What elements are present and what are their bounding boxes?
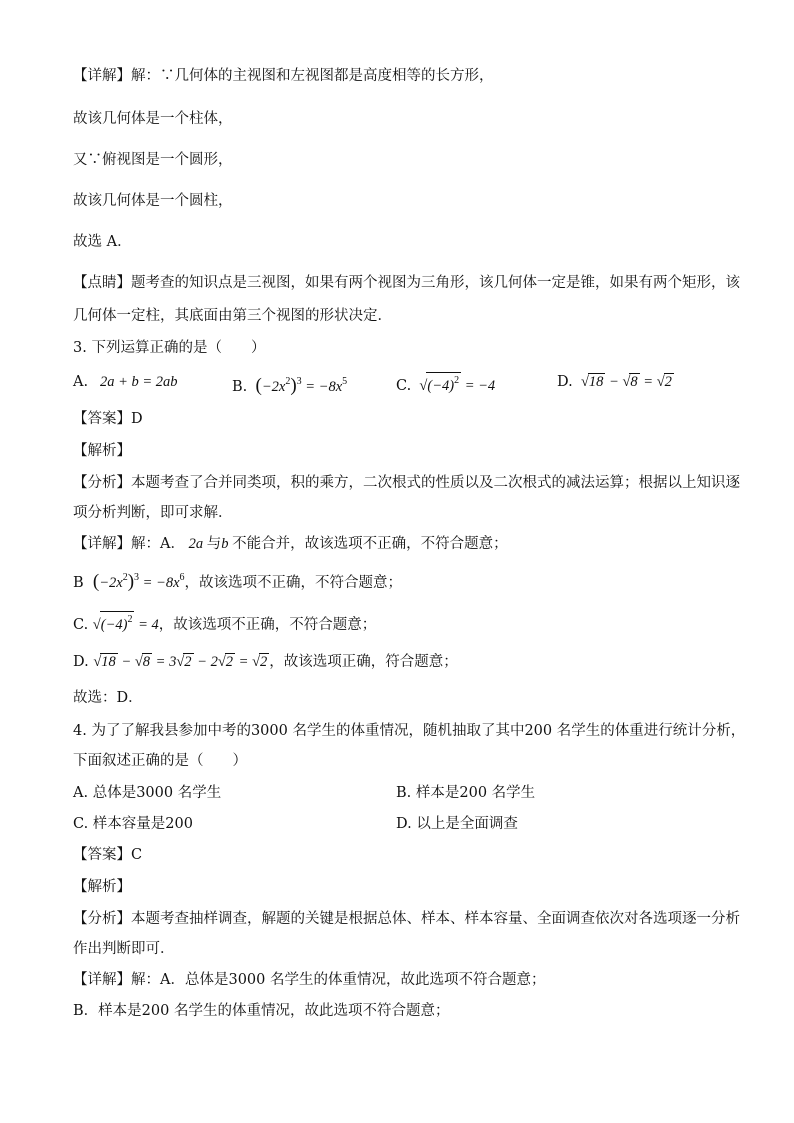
comment-line-2: 几何体一定柱，其底面由第三个视图的形状决定． bbox=[73, 308, 392, 324]
q4-detail-line-2: B．样本是200 名学生的体重情况，故此选项不符合题意； bbox=[73, 1003, 450, 1019]
q3-option-d: D. √18 − √8 = √2 bbox=[557, 374, 672, 390]
detail-line-5: 故选 A． bbox=[73, 234, 132, 250]
q4-answer: 【答案】C bbox=[73, 847, 143, 863]
q3-detail-d: D. √18 − √8 = 3√2 − 2√2 = √2 ，故该选项正确，符合题意； bbox=[73, 654, 458, 670]
q3-option-b: B. $(-2x^2)^3 = -8x^5$ bbox=[232, 375, 348, 396]
detail-line-1: 【详解】解：∵几何体的主视图和左视图都是高度相等的长方形， bbox=[73, 68, 494, 84]
detail-line-3: 又∵俯视图是一个圆形， bbox=[73, 152, 233, 168]
question-3: 3. 下列运算正确的是（ ） bbox=[73, 340, 266, 356]
q3-analysis-line-2: 项分析判断，即可求解． bbox=[73, 505, 233, 521]
formula: $√(-4)^2 = -4$ bbox=[416, 378, 495, 394]
q3-detail-c: C. $√(-4)^2 = 4$，故该选项不正确，不符合题意； bbox=[73, 611, 376, 635]
q4-analysis-heading: 【解析】 bbox=[73, 879, 131, 895]
q4-detail-line-1: 【详解】解：A．总体是3000 名学生的体重情况，故此选项不符合题意； bbox=[73, 972, 546, 988]
q3-conclusion: 故选：D． bbox=[73, 690, 143, 706]
q4-option-a: A. 总体是3000 名学生 bbox=[73, 785, 222, 801]
q3-analysis-heading: 【解析】 bbox=[73, 443, 131, 459]
question-4-line-2: 下面叙述正确的是（ ） bbox=[73, 753, 247, 769]
formula: 2a + b = 2ab bbox=[92, 374, 178, 390]
formula: √18 − √8 = √2 bbox=[577, 374, 672, 390]
q3-detail-a: 【详解】解：A． 2a 与b 不能合并，故该选项不正确，不符合题意； bbox=[73, 536, 508, 552]
comment-line-1: 【点睛】题考查的知识点是三视图，如果有两个视图为三角形，该几何体一定是锥，如果有两个矩形，该 bbox=[73, 275, 740, 291]
q3-detail-b: B $(-2x^2)^3 = -8x^6$，故该选项不正确，不符合题意； bbox=[73, 571, 403, 592]
q4-option-b: B. 样本是200 名学生 bbox=[396, 785, 536, 801]
q4-option-d: D. 以上是全面调查 bbox=[396, 816, 518, 832]
q3-option-a: A. 2a + b = 2ab bbox=[73, 374, 178, 390]
q4-option-c: C. 样本容量是200 bbox=[73, 816, 193, 832]
detail-line-2: 故该几何体是一个柱体， bbox=[73, 111, 233, 127]
detail-line-4: 故该几何体是一个圆柱， bbox=[73, 193, 233, 209]
question-4-line-1: 4. 为了了解我县参加中考的3000 名学生的体重情况，随机抽取了其中200 名学生的体重进行统计分析， bbox=[73, 723, 746, 739]
q4-analysis-line-1: 【分析】本题考查抽样调查，解题的关键是根据总体、样本、样本容量、全面调查依次对各选项逐一分析 bbox=[73, 911, 740, 927]
q3-option-c: C. $√(-4)^2 = -4$ bbox=[396, 372, 495, 396]
q4-analysis-line-2: 作出判断即可． bbox=[73, 941, 175, 957]
q3-answer: 【答案】D bbox=[73, 411, 143, 427]
q3-analysis-line-1: 【分析】本题考查了合并同类项，积的乘方，二次根式的性质以及二次根式的减法运算；根据以上知识逐 bbox=[73, 475, 740, 491]
formula: $(-2x^2)^3 = -8x^5$ bbox=[255, 375, 348, 396]
